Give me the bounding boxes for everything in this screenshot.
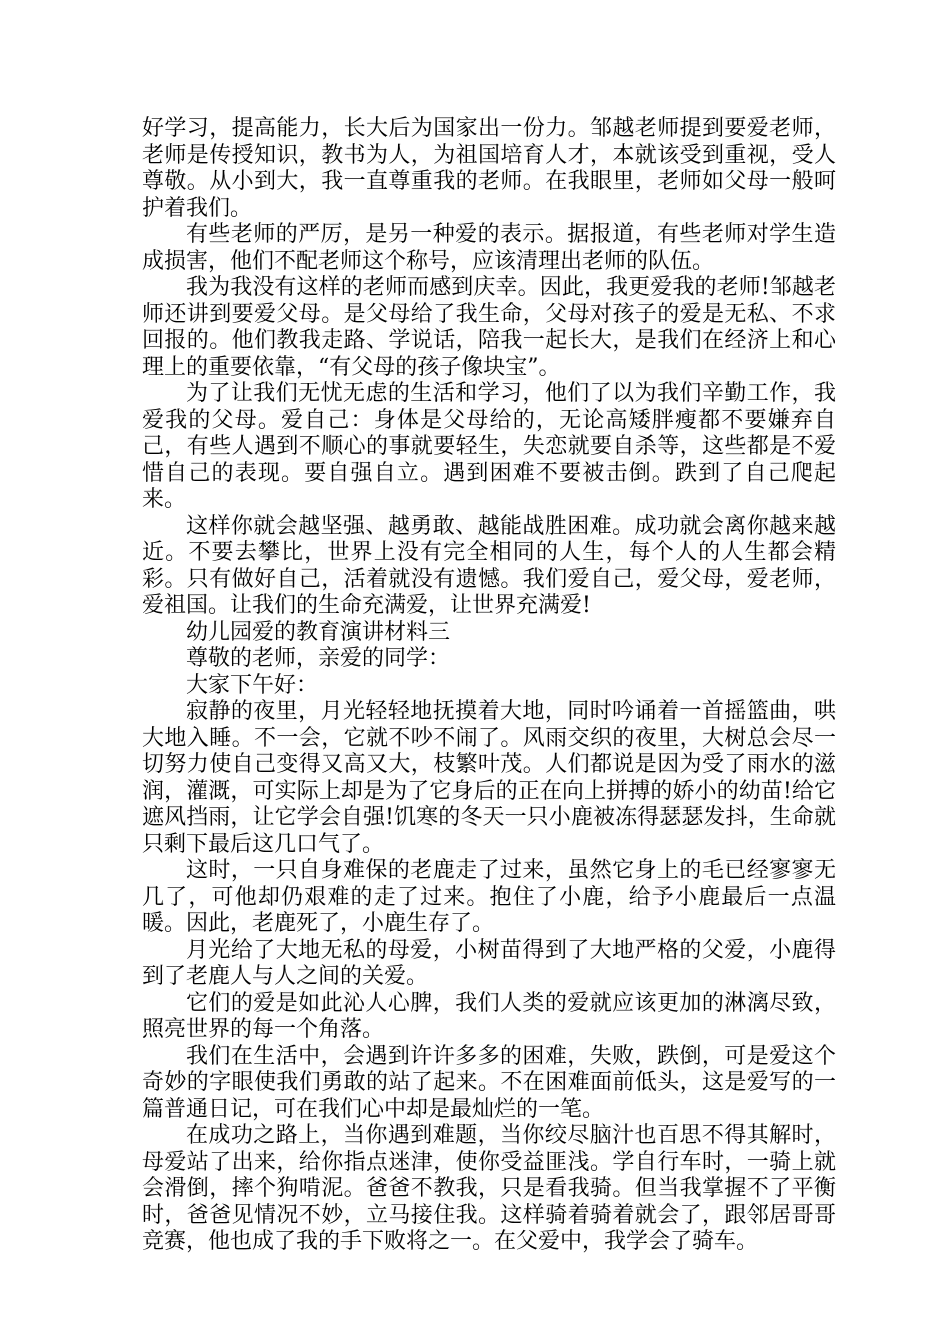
- paragraph: 这时，一只自身难保的老鹿走了过来，虽然它身上的毛已经寥寥无几了，可他却仍艰难的走了过来。抱住了小鹿，给予小鹿最后一点温暖。因此，老鹿死了，小鹿生存了。: [142, 858, 836, 936]
- paragraph: 我们在生活中，会遇到许许多多的困难，失败，跌倒，可是爱这个奇妙的字眼使我们勇敢的站了起来。不在困难面前低头，这是爱写的一篇普通日记，可在我们心中却是最灿烂的一笔。: [142, 1043, 836, 1122]
- paragraph: 这样你就会越坚强、越勇敢、越能战胜困难。成功就会离你越来越近。不要去攀比，世界上没有完全相同的人生，每个人的人生都会精彩。只有做好自己，活着就没有遗憾。我们爱自己，爱父母，爱老师，爱祖国。让我们的生命充满爱，让世界充满爱!: [142, 513, 836, 618]
- paragraph: 在成功之路上，当你遇到难题，当你绞尽脑汁也百思不得其解时，母爱站了出来，给你指点迷津，使你受益匪浅。学自行车时，一骑上就会滑倒，摔个狗啃泥。爸爸不教我，只是看我骑。但当我掌握不了平衡时，爸爸见情况不妙，立马接住我。这样骑着骑着就会了，跟邻居哥哥竞赛，他也成了我的手下败将之一。在父爱中，我学会了骑车。: [142, 1123, 836, 1254]
- document-body: [142, 116, 836, 1256]
- paragraph: 它们的爱是如此沁人心脾，我们人类的爱就应该更加的淋漓尽致，照亮世界的每一个角落。: [142, 990, 836, 1042]
- section-title: 幼儿园爱的教育演讲材料三: [186, 619, 451, 645]
- paragraph: 有些老师的严厉，是另一种爱的表示。据报道，有些老师对学生造成损害，他们不配老师这个称号，应该清理出老师的队伍。: [142, 222, 836, 274]
- paragraph: 月光给了大地无私的母爱，小树苗得到了大地严格的父爱，小鹿得到了老鹿人与人之间的关爱。: [142, 937, 836, 989]
- greeting: 大家下午好：: [186, 672, 319, 698]
- paragraph: 我为我没有这样的老师而感到庆幸。因此，我更爱我的老师!邹越老师还讲到要爱父母。是父母给了我生命，父母对孩子的爱是无私、不求回报的。他们教我走路、学说话，陪我一起长大，是我们在经济上和心理上的重要依靠，“有父母的孩子像块宝”。: [142, 275, 836, 380]
- paragraph: 为了让我们无忧无虑的生活和学习，他们了以为我们辛勤工作，我爱我的父母。爱自己：身体是父母给的，无论高矮胖瘦都不要嫌弃自己，有些人遇到不顺心的事就要轻生，失恋就要自杀等，这些都是不爱惜自己的表现。要自强自立。遇到困难不要被击倒。跌到了自己爬起来。: [142, 381, 836, 512]
- paragraph: 好学习，提高能力，长大后为国家出一份力。邹越老师提到要爱老师，老师是传授知识，教书为人，为祖国培育人才，本就该受到重视，受人尊敬。从小到大，我一直尊重我的老师。在我眼里，老师如父母一般呵护着我们。: [142, 116, 836, 221]
- paragraph: 寂静的夜里，月光轻轻地抚摸着大地，同时吟诵着一首摇篮曲，哄大地入睡。不一会，它就不吵不闹了。风雨交织的夜里，大树总会尽一切努力使自己变得又高又大，枝繁叶茂。人们都说是因为受了雨水的滋润，灌溉，可实际上却是为了它身后的正在向上拼搏的娇小的幼苗!给它遮风挡雨，让它学会自强!饥寒的冬天一只小鹿被冻得瑟瑟发抖，生命就只剩下最后这几口气了。: [142, 699, 836, 857]
- salutation: 尊敬的老师，亲爱的同学：: [186, 646, 451, 671]
